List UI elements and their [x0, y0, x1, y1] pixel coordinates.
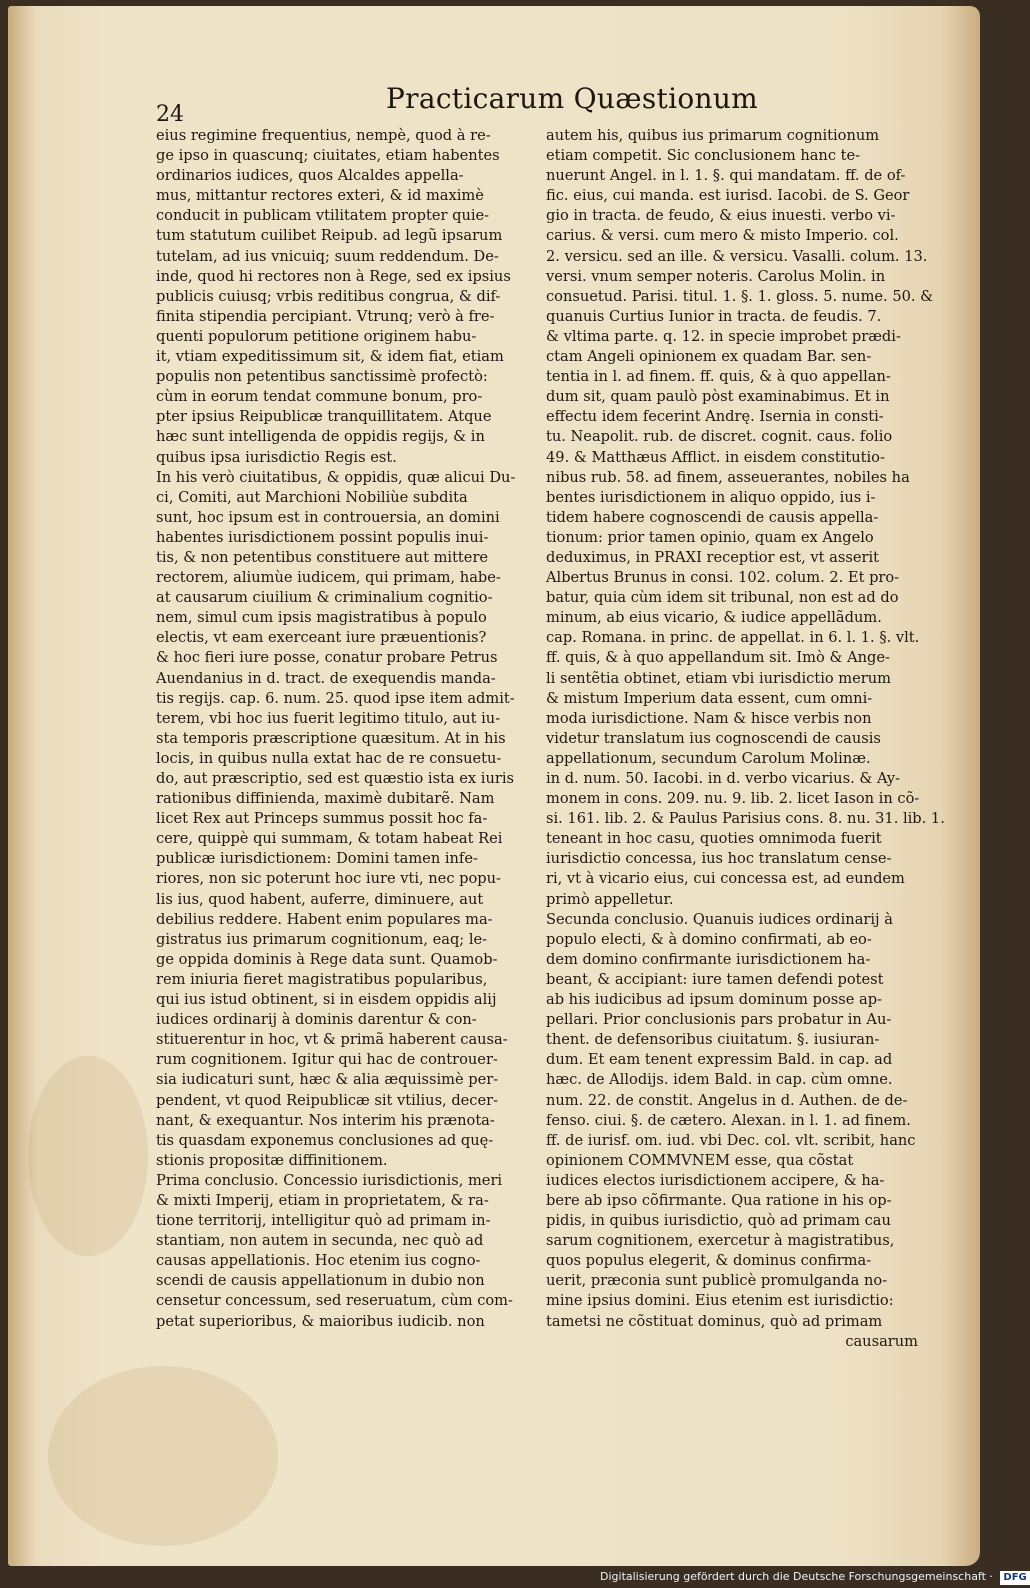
text-line: at causarum ciuilium & criminalium cognitio- — [156, 589, 493, 607]
text-line: causas appellationis. Hoc etenim ius cogno- — [156, 1252, 481, 1270]
text-line: appellationum, secundum Carolum Molinæ. — [546, 749, 871, 767]
text-line: iurisdictio concessa, ius hoc translatum cense- — [546, 850, 892, 868]
text-line: ri, vt à vicario eius, cui concessa est, ad eundem — [546, 870, 905, 888]
text-line: rum cognitionem. Igitur qui hac de controuer- — [156, 1051, 498, 1069]
text-line: ab his iudicibus ad ipsum dominum posse ap- — [546, 991, 882, 1009]
text-line: hæc. de Allodijs. idem Bald. in cap. cùm omne. — [546, 1071, 893, 1089]
text-line: petat superioribus, & maioribus iudicib. non — [156, 1312, 485, 1330]
text-line: & mixti Imperij, etiam in proprietatem, & ra- — [156, 1191, 489, 1209]
text-line: censetur concessum, sed reseruatum, cùm com- — [156, 1292, 513, 1310]
text-line: fenso. ciui. §. de cætero. Alexan. in l. 1. ad finem. — [546, 1111, 911, 1129]
text-line: quanuis Curtius Iunior in tracta. de feudis. 7. — [546, 307, 882, 325]
text-line: inde, quod hi rectores non à Rege, sed ex ipsius — [156, 267, 511, 285]
text-line: tidem habere cognoscendi de causis appella- — [546, 508, 879, 526]
text-line: ff. quis, & à quo appellandum sit. Imò & Ange- — [546, 649, 890, 667]
page-number: 24 — [156, 102, 184, 127]
text-line: riores, non sic poterunt hoc iure vti, nec popu- — [156, 870, 501, 888]
text-line: cere, quippè qui summam, & totam habeat Rei — [156, 830, 503, 848]
text-line: tum statutum cuilibet Reipub. ad legũ ipsarum — [156, 227, 503, 245]
text-line: nibus rub. 58. ad finem, asseuerantes, nobiles ha — [546, 468, 910, 486]
text-line: ctam Angeli opinionem ex quadam Bar. sen- — [546, 348, 872, 366]
text-line: bentes iurisdictionem in aliquo oppido, ius i- — [546, 488, 876, 506]
text-line: videtur translatum ius cognoscendi de causis — [546, 729, 881, 747]
text-line: dum. Et eam tenent expressim Bald. in cap. ad — [546, 1051, 893, 1069]
text-line: minum, ab eius vicario, & iudice appellãdum. — [546, 609, 882, 627]
text-line: quibus ipsa iurisdictio Regis est. — [156, 448, 397, 466]
text-line: autem his, quibus ius primarum cognitionum — [546, 127, 880, 144]
text-line: mine ipsius domini. Eius etenim est iurisdictio: — [546, 1292, 894, 1310]
running-head: Practicarum Quæstionum — [386, 82, 759, 115]
text-line: rationibus diffinienda, maximè dubitarẽ. Nam — [156, 790, 495, 808]
text-line: batur, quia cùm idem sit tribunal, non est ad do — [546, 589, 899, 607]
text-line: thent. de defensoribus ciuitatum. §. iusiuran- — [546, 1031, 880, 1049]
text-line: effectu idem fecerint Andrę. Isernia in consti- — [546, 408, 884, 426]
digitization-credit — [600, 1568, 1027, 1586]
text-line: do, aut præscriptio, sed est quæstio ista ex iuris — [156, 770, 514, 787]
text-line: Auendanius in d. tract. de exequendis manda- — [156, 669, 496, 687]
text-line: finita stipendia percipiant. Vtrunq; verò à fre- — [156, 307, 495, 325]
text-line: versi. vnum semper noteris. Carolus Molin. in — [546, 267, 886, 285]
text-line: & vltima parte. q. 12. in specie improbet prædi- — [546, 327, 901, 345]
credit-text: Digitalisierung gefördert durch die Deutsche Forschungsgemeinschaft · — [600, 1570, 993, 1583]
text-line: tentia in l. ad finem. ff. quis, & à quo appellan- — [546, 368, 891, 386]
text-line: nuerunt Angel. in l. 1. §. qui mandatam. ff. de of- — [546, 167, 906, 185]
text-line: gio in tracta. de feudo, & eius inuesti. verbo vi- — [546, 207, 896, 225]
text-line: In his verò ciuitatibus, & oppidis, quæ alicui Du- — [156, 468, 516, 486]
text-line: qui ius istud obtinent, si in eisdem oppidis alij — [156, 991, 497, 1009]
text-line: nem, simul cum ipsis magistratibus à populo — [156, 609, 487, 627]
text-line: moda iurisdictione. Nam & hisce verbis non — [546, 709, 872, 727]
text-line: publicæ iurisdictionem: Domini tamen infe- — [156, 850, 478, 868]
catchword: causarum — [845, 1332, 918, 1350]
dfg-logo: DFG — [1000, 1571, 1029, 1585]
text-line: licet Rex aut Princeps summus possit hoc fa- — [156, 810, 488, 828]
text-line: Prima conclusio. Concessio iurisdictionis, meri — [156, 1171, 503, 1189]
text-line: monem in cons. 209. nu. 9. lib. 2. licet Iason in cõ- — [546, 790, 920, 808]
text-line: lis ius, quod habent, auferre, diminuere, aut — [156, 890, 484, 908]
text-line: tionum: prior tamen opinio, quam ex Angelo — [546, 528, 874, 546]
text-line: scendi de causis appellationum in dubio non — [156, 1272, 485, 1290]
text-line: tis quasdam exponemus conclusiones ad quę- — [156, 1131, 494, 1149]
text-line: 49. & Matthæus Afflict. in eisdem constitutio- — [546, 448, 885, 466]
text-line: mus, mittantur rectores exteri, & id maximè — [156, 187, 484, 205]
text-line: tis, & non petentibus constituere aut mittere — [156, 548, 489, 566]
text-line: deduximus, in PRAXI receptior est, vt asserit — [546, 548, 880, 566]
text-line: primò appelletur. — [546, 890, 674, 908]
text-line: quenti populorum petitione originem habu- — [156, 327, 477, 345]
text-line: terem, vbi hoc ius fuerit legitimo titulo, aut iu- — [156, 709, 501, 727]
text-line: quos populus elegerit, & dominus confirma- — [546, 1252, 872, 1270]
text-line: Albertus Brunus in consi. 102. colum. 2. Et pro- — [546, 569, 900, 587]
text-line: in d. num. 50. Iacobi. in d. verbo vicarius. & Ay- — [546, 770, 901, 787]
text-line: rectorem, aliumùe iudicem, qui primam, habe- — [156, 569, 501, 587]
text-line: fic. eius, cui manda. est iurisd. Iacobi. de S. Geor — [546, 187, 910, 205]
text-line: tametsi ne cõstituat dominus, quò ad primam — [546, 1312, 883, 1330]
text-line: bere ab ipso cõfirmante. Qua ratione in his op- — [546, 1191, 892, 1209]
text-line: si. 161. lib. 2. & Paulus Parisius cons. 8. nu. 31. lib. 1. — [546, 810, 945, 828]
text-line: opinionem COMMVNEM esse, qua cõstat — [546, 1151, 854, 1169]
text-line: stionis propositæ diffinitionem. — [156, 1151, 388, 1169]
text-line: locis, in quibus nulla extat hac de re consuetu- — [156, 749, 502, 767]
text-line: Secunda conclusio. Quanuis iudices ordinarij à — [546, 910, 893, 928]
text-line: ff. de iurisf. om. iud. vbi Dec. col. vlt. scribit, hanc — [546, 1131, 916, 1149]
text-line: 2. versicu. sed an ille. & versicu. Vasalli. colum. 13. — [546, 247, 928, 265]
text-line: ge ipso in quascunq; ciuitates, etiam habentes — [156, 147, 500, 165]
text-line: sta temporis præscriptione quæsitum. At in his — [156, 729, 506, 747]
text-line: electis, vt eam exerceant iure præuentionis? — [156, 629, 487, 647]
text-line: ordinarios iudices, quos Alcaldes appella- — [156, 167, 464, 185]
text-line: pidis, in quibus iurisdictio, quò ad primam cau — [546, 1212, 891, 1230]
text-line: dem domino confirmante iurisdictionem ha- — [546, 950, 871, 968]
text-line: cùm in eorum tendat commune bonum, pro- — [156, 388, 483, 406]
text-line: beant, & accipiant: iure tamen defendi potest — [546, 970, 884, 988]
text-line: hæc sunt intelligenda de oppidis regijs, & in — [156, 428, 485, 446]
text-line: tione territorij, intelligitur quò ad primam in- — [156, 1212, 491, 1230]
text-line: uerit, præconia sunt publicè promulganda no- — [546, 1272, 888, 1290]
text-line: populis non petentibus sanctissimè profectò: — [156, 368, 488, 386]
text-line: stituerentur in hoc, vt & primã haberent causa- — [156, 1031, 508, 1049]
text-line: num. 22. de constit. Angelus in d. Authen. de de- — [546, 1091, 908, 1109]
text-line: pellari. Prior conclusionis pars probatur in Au- — [546, 1011, 892, 1029]
book-page — [8, 6, 980, 1566]
text-line: nant, & exequantur. Nos interim his prænota- — [156, 1111, 495, 1129]
text-line: populo electi, & à domino confirmati, ab eo- — [546, 930, 872, 948]
text-line: debilius reddere. Habent enim populares ma- — [156, 910, 493, 928]
text-line: pter ipsius Reipublicæ tranquillitatem. Atque — [156, 408, 492, 426]
text-line: consuetud. Parisi. titul. 1. §. 1. gloss. 5. nume. 50. & — [546, 287, 934, 305]
text-line: dum sit, quam paulò pòst examinabimus. Et in — [546, 388, 890, 406]
text-line: tu. Neapolit. rub. de discret. cognit. caus. folio — [546, 428, 893, 446]
left-text-column — [156, 126, 534, 1332]
water-stain — [28, 1056, 148, 1256]
text-line: pendent, vt quod Reipublicæ sit vtilius, decer- — [156, 1091, 499, 1109]
text-line: tutelam, ad ius vnicuiq; suum reddendum. De- — [156, 247, 499, 265]
text-line: ge oppida dominis à Rege data sunt. Quamob- — [156, 950, 498, 968]
text-line: sia iudicaturi sunt, hæc & alia æquissimè per- — [156, 1071, 499, 1089]
right-text-column — [546, 126, 945, 1352]
text-line: & mistum Imperium data essent, cum omni- — [546, 689, 873, 707]
water-stain — [48, 1366, 278, 1546]
text-line: stantiam, non autem in secunda, nec quò ad — [156, 1232, 484, 1250]
text-line: habentes iurisdictionem possint populis inui- — [156, 528, 489, 546]
text-line: it, vtiam expeditissimum sit, & idem fiat, etiam — [156, 348, 504, 366]
text-line: cap. Romana. in princ. de appellat. in 6. l. 1. §. vlt. — [546, 629, 920, 647]
text-line: tis regijs. cap. 6. num. 25. quod ipse item admit- — [156, 689, 515, 707]
text-line: etiam competit. Sic conclusionem hanc te- — [546, 147, 861, 165]
text-line: iudices ordinarij à dominis darentur & con- — [156, 1011, 477, 1029]
text-line: teneant in hoc casu, quoties omnimoda fuerit — [546, 830, 882, 848]
text-line: ci, Comiti, aut Marchioni Nobiliùe subdita — [156, 488, 468, 506]
text-line: rem iniuria fieret magistratibus popularibus, — [156, 970, 488, 988]
text-line: & hoc fieri iure posse, conatur probare Petrus — [156, 649, 498, 667]
text-line: sunt, hoc ipsum est in controuersia, an domini — [156, 508, 500, 526]
text-line: sarum cognitionem, exercetur à magistratibus, — [546, 1232, 895, 1250]
text-line: carius. & versi. cum mero & misto Imperio. col. — [546, 227, 899, 245]
text-line: iudices electos iurisdictionem accipere, & ha- — [546, 1171, 885, 1189]
text-line: publicis cuiusq; vrbis reditibus congrua, & dif- — [156, 287, 501, 305]
text-line: eius regimine frequentius, nempè, quod à re- — [156, 127, 491, 144]
text-line: li sentẽtia obtinet, etiam vbi iurisdictio merum — [546, 669, 891, 687]
text-line: conducit in publicam vtilitatem propter quie- — [156, 207, 490, 225]
text-line: gistratus ius primarum cognitionum, eaq; le- — [156, 930, 488, 948]
